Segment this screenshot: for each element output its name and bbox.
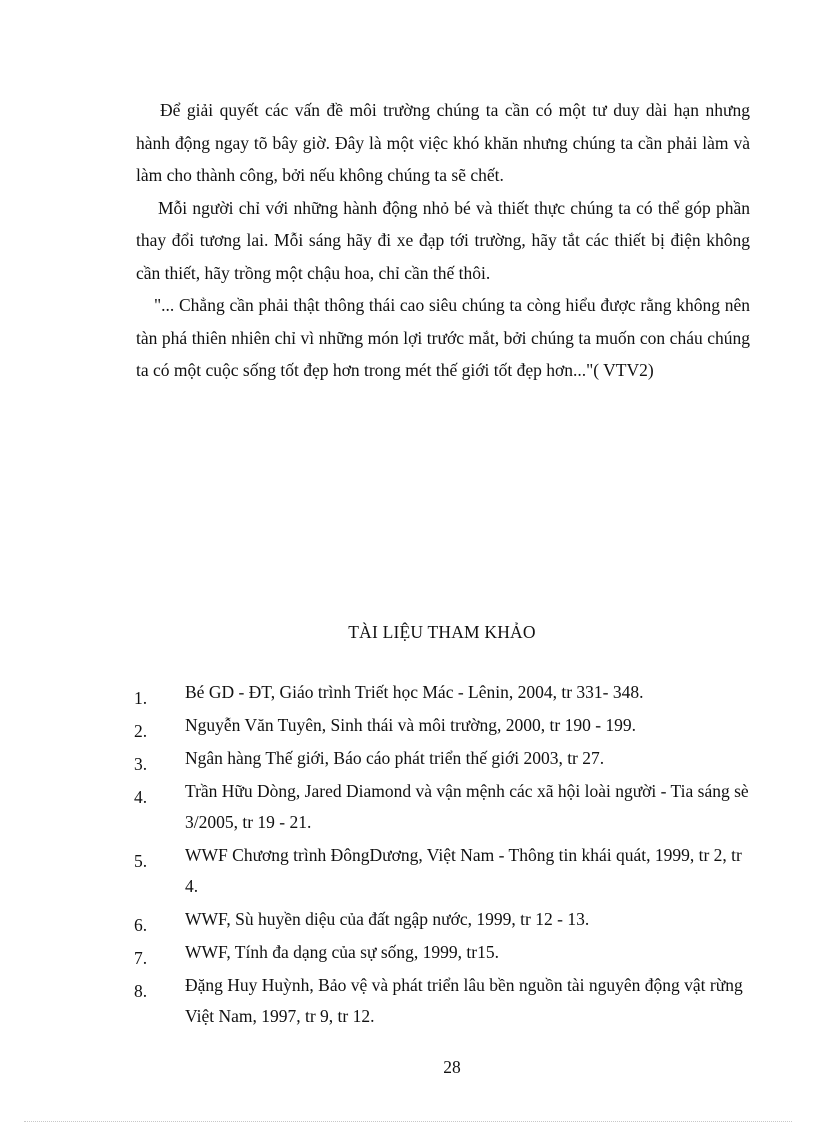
references-list <box>134 677 754 1034</box>
reference-text: WWF Chương trình ĐôngDương, Việt Nam - Thông tin khái quát, 1999, tr 2, tr 4. <box>185 845 742 896</box>
reference-text: Nguyễn Văn Tuyên, Sinh thái và môi trường, 2000, tr 190 - 199. <box>185 715 637 735</box>
reference-number: 5. <box>134 851 148 871</box>
reference-number: 8. <box>134 981 148 1001</box>
paragraph: Mỗi người chỉ với những hành động nhỏ bé và thiết thực chúng ta có thể góp phần thay đổi tương lai. Mỗi sáng hãy đi xe đạp tới trường, hãy tắt các thiết bị điện không cần thiết, hãy trồng một chậu hoa, chỉ cần thế thôi. <box>136 197 750 283</box>
reference-text: WWF, Tính đa dạng của sự sống, 1999, tr15. <box>185 942 499 962</box>
quote-paragraph: "... Chẳng cần phải thật thông thái cao siêu chúng ta còng hiểu được rằng không nên tàn phá thiên nhiên chỉ vì những món lợi trước mắt, bởi chúng ta muốn con cháu chúng ta có một cuộc sống tốt đẹp hơn trong mét thế giới tốt đẹp hơn..."( VTV2) <box>136 295 750 380</box>
reference-text: Đặng Huy Huỳnh, Bảo vệ và phát triển lâu bền nguồn tài nguyên động vật rừng Việt Nam, 1997, tr 9, tr 12. <box>185 975 743 1026</box>
references-title: TÀI LIỆU THAM KHẢO <box>348 622 536 642</box>
reference-text: WWF, Sù huyền diệu của đất ngập nước, 1999, tr 12 - 13. <box>185 909 590 929</box>
reference-item <box>134 710 754 741</box>
reference-item <box>134 677 754 708</box>
reference-item <box>134 743 754 774</box>
page-number: 28 <box>443 1057 461 1077</box>
reference-number: 4. <box>134 787 148 807</box>
reference-number: 7. <box>134 948 148 968</box>
reference-item <box>134 904 754 935</box>
reference-item <box>134 776 754 838</box>
reference-text: Bé GD - ĐT, Giáo trình Triết học Mác - Lênin, 2004, tr 331- 348. <box>185 682 644 702</box>
reference-number: 3. <box>134 754 148 774</box>
reference-item <box>134 970 754 1032</box>
reference-text: Trần Hữu Dòng, Jared Diamond và vận mệnh các xã hội loài người - Tia sáng sè 3/2005, tr 19 - 21. <box>185 781 749 832</box>
body-text <box>136 94 750 387</box>
page-bottom-divider <box>24 1121 792 1122</box>
reference-number: 6. <box>134 915 148 935</box>
paragraph: Để giải quyết các vấn đề môi trường chúng ta cần có một tư duy dài hạn nhưng hành động ngay tõ bây giờ. Đây là một việc khó khăn nhưng chúng ta cần phải làm và làm cho thành công, bởi nếu không chúng ta sẽ chết. <box>136 100 750 185</box>
reference-text: Ngân hàng Thế giới, Báo cáo phát triển thế giới 2003, tr 27. <box>185 748 605 768</box>
reference-item <box>134 840 754 902</box>
reference-number: 2. <box>134 721 148 741</box>
reference-item <box>134 937 754 968</box>
reference-number: 1. <box>134 688 148 708</box>
